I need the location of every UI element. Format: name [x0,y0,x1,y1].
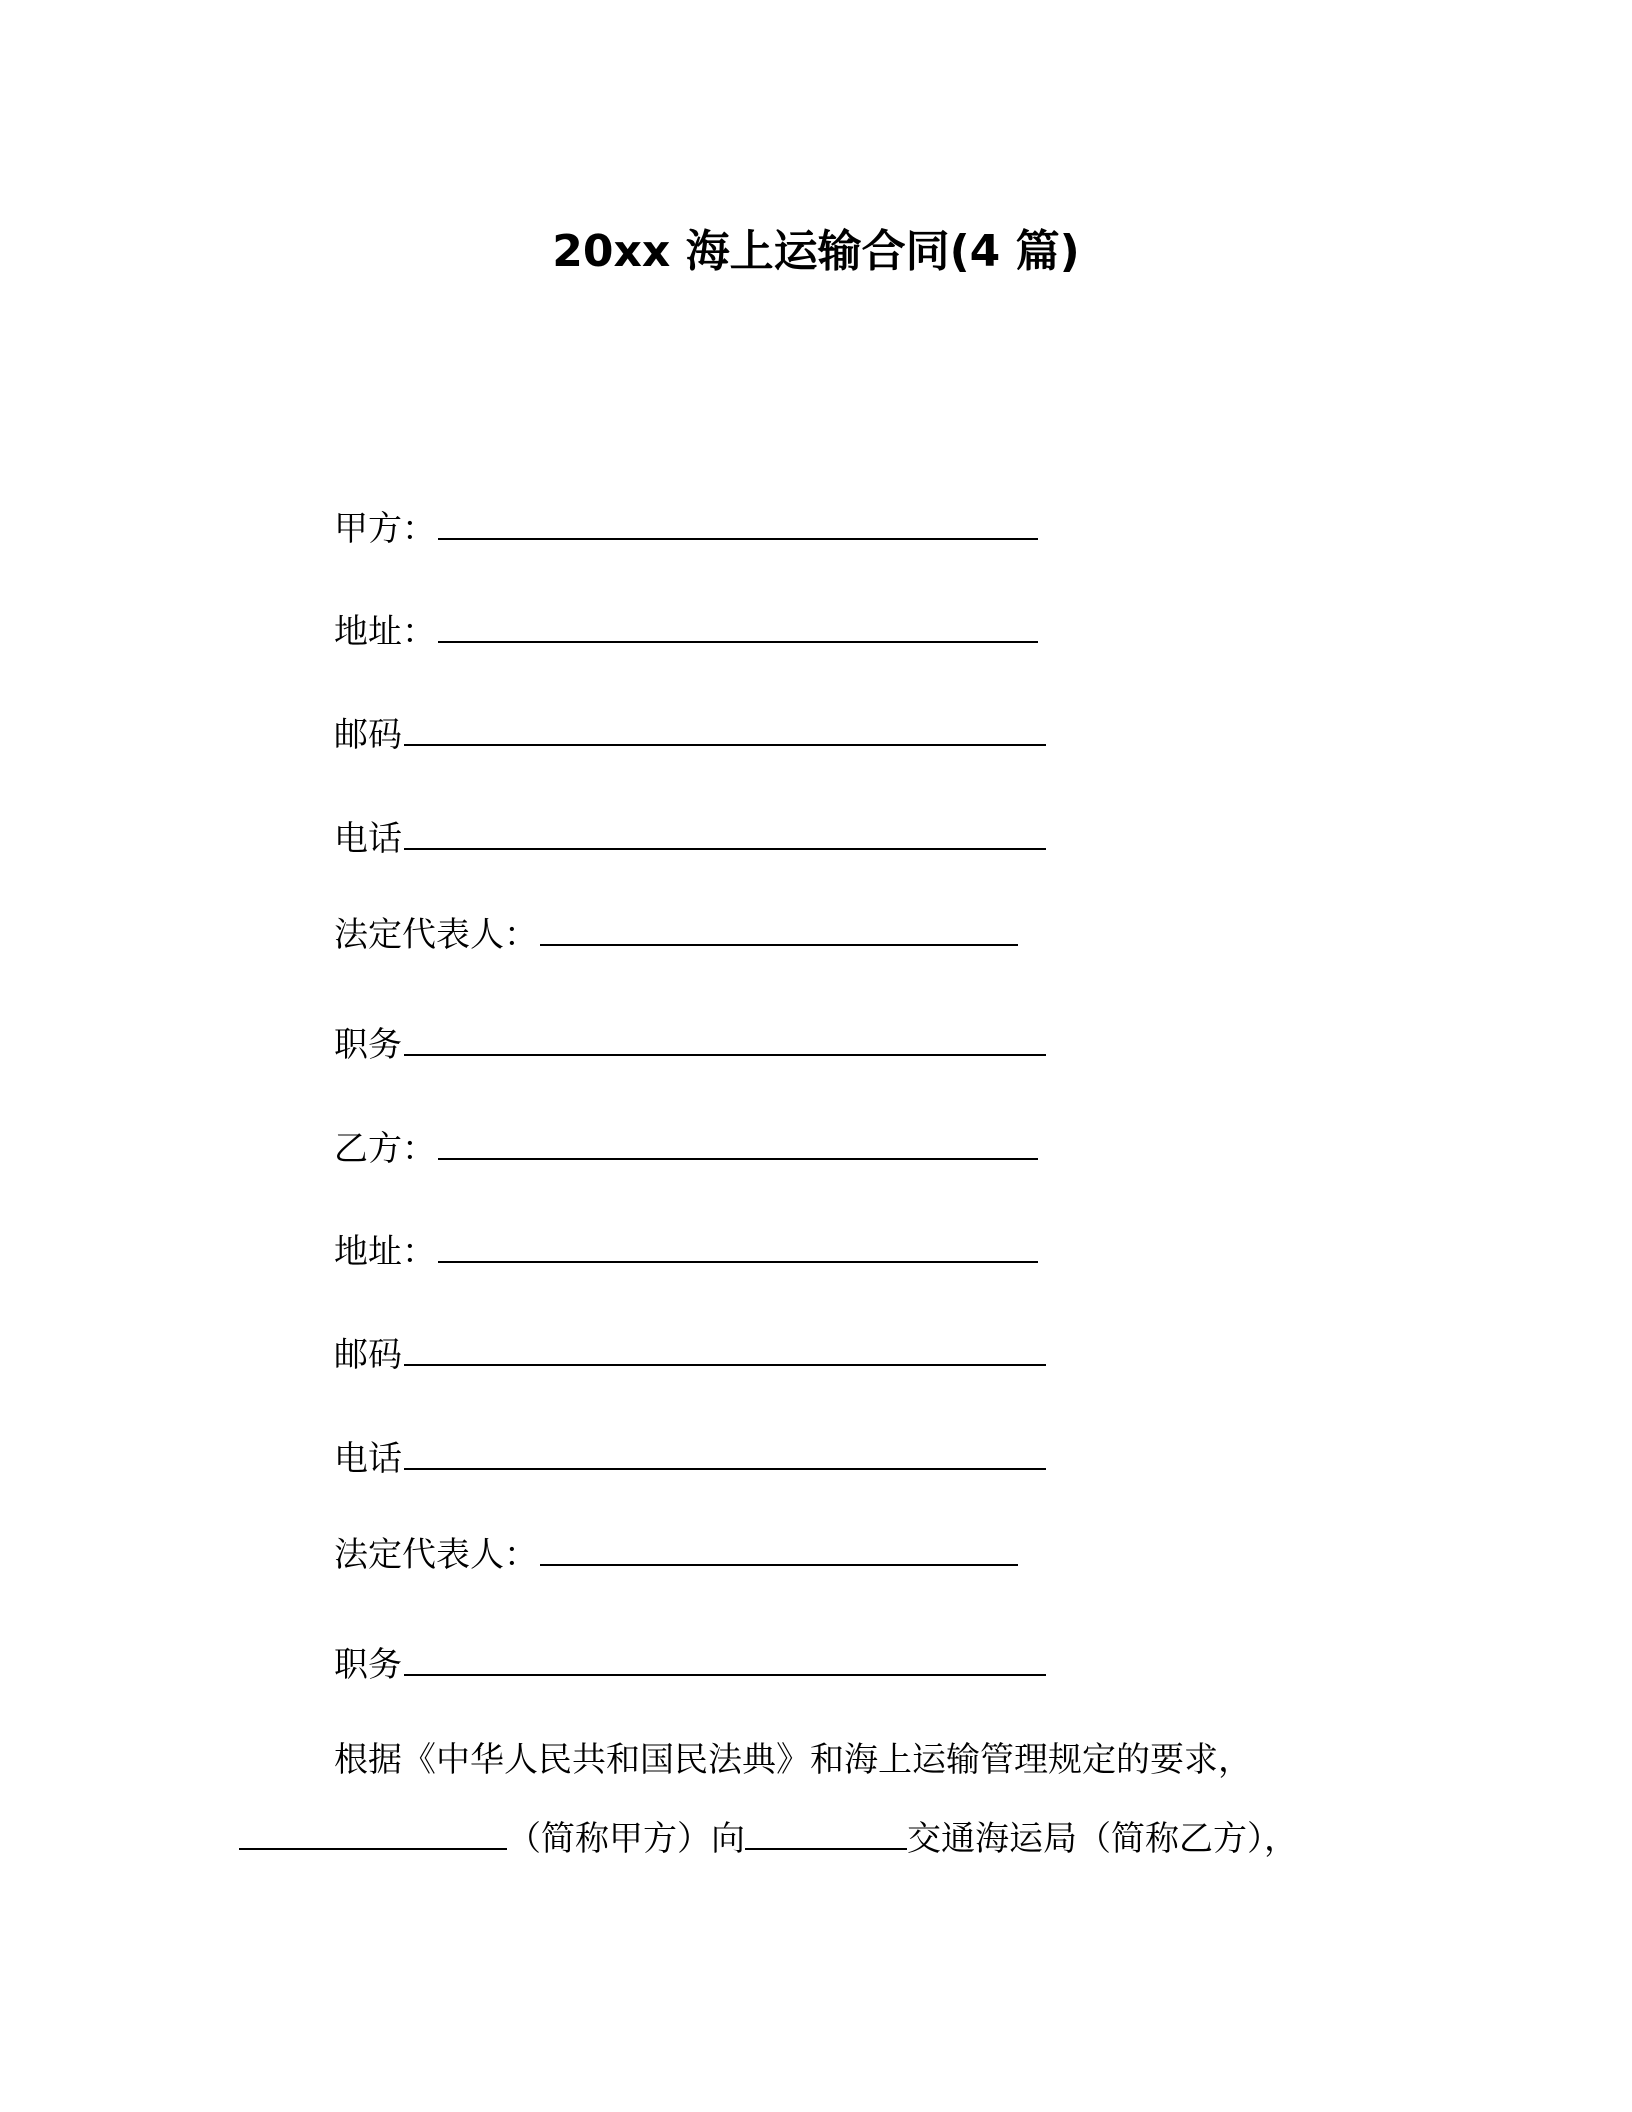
party-a-address-field [334,605,1038,656]
party-a-phone-field [334,812,1046,863]
party-a-legal-rep-label: 法定代表人： [334,915,538,955]
party-b-position-label: 职务 [334,1645,402,1685]
party-b-postcode-label: 邮码 [334,1335,402,1375]
party-a-legal-rep-field [334,908,1018,959]
party-b-address-label: 地址： [334,1232,436,1272]
sea-transport-bureau-blank [745,1812,907,1850]
party-b-postcode-blank [404,1328,1046,1366]
body-line-2 [239,1812,1298,1863]
party-a-blank [438,502,1038,540]
party-b-address-blank [438,1225,1038,1263]
party-a-label: 甲方： [334,509,436,549]
party-a-position-label: 职务 [334,1025,402,1065]
party-a-postcode-label: 邮码 [334,715,402,755]
party-b-blank [438,1122,1038,1160]
party-b-legal-rep-field [334,1528,1018,1579]
party-a-address-label: 地址： [334,612,436,652]
party-b-phone-field [334,1432,1046,1483]
body-line-2-part-2: 交通海运局（简称乙方）， [907,1819,1298,1859]
body-line-1: 根据《中华人民共和国民法典》和海上运输管理规定的要求， [334,1740,1252,1780]
party-a-address-blank [438,605,1038,643]
party-a-position-field [334,1018,1046,1069]
party-a-phone-label: 电话 [334,819,402,859]
party-a-postcode-field [334,708,1046,759]
party-b-legal-rep-blank [540,1528,1018,1566]
party-b-phone-blank [404,1432,1046,1470]
party-b-field [334,1122,1038,1173]
body-line-2-part-1: （简称甲方）向 [507,1819,745,1859]
party-a-legal-rep-blank [540,908,1018,946]
party-b-position-blank [404,1638,1046,1676]
party-b-address-field [334,1225,1038,1276]
party-b-position-field [334,1638,1046,1689]
document-title: 20xx 海上运输合同(4 篇) [552,226,1080,277]
party-b-legal-rep-label: 法定代表人： [334,1535,538,1575]
party-b-phone-label: 电话 [334,1439,402,1479]
party-b-label: 乙方： [334,1129,436,1169]
party-a-position-blank [404,1018,1046,1056]
party-a-postcode-blank [404,708,1046,746]
party-a-phone-blank [404,812,1046,850]
party-a-name-blank [239,1812,507,1850]
party-b-postcode-field [334,1328,1046,1379]
party-a-field [334,502,1038,553]
